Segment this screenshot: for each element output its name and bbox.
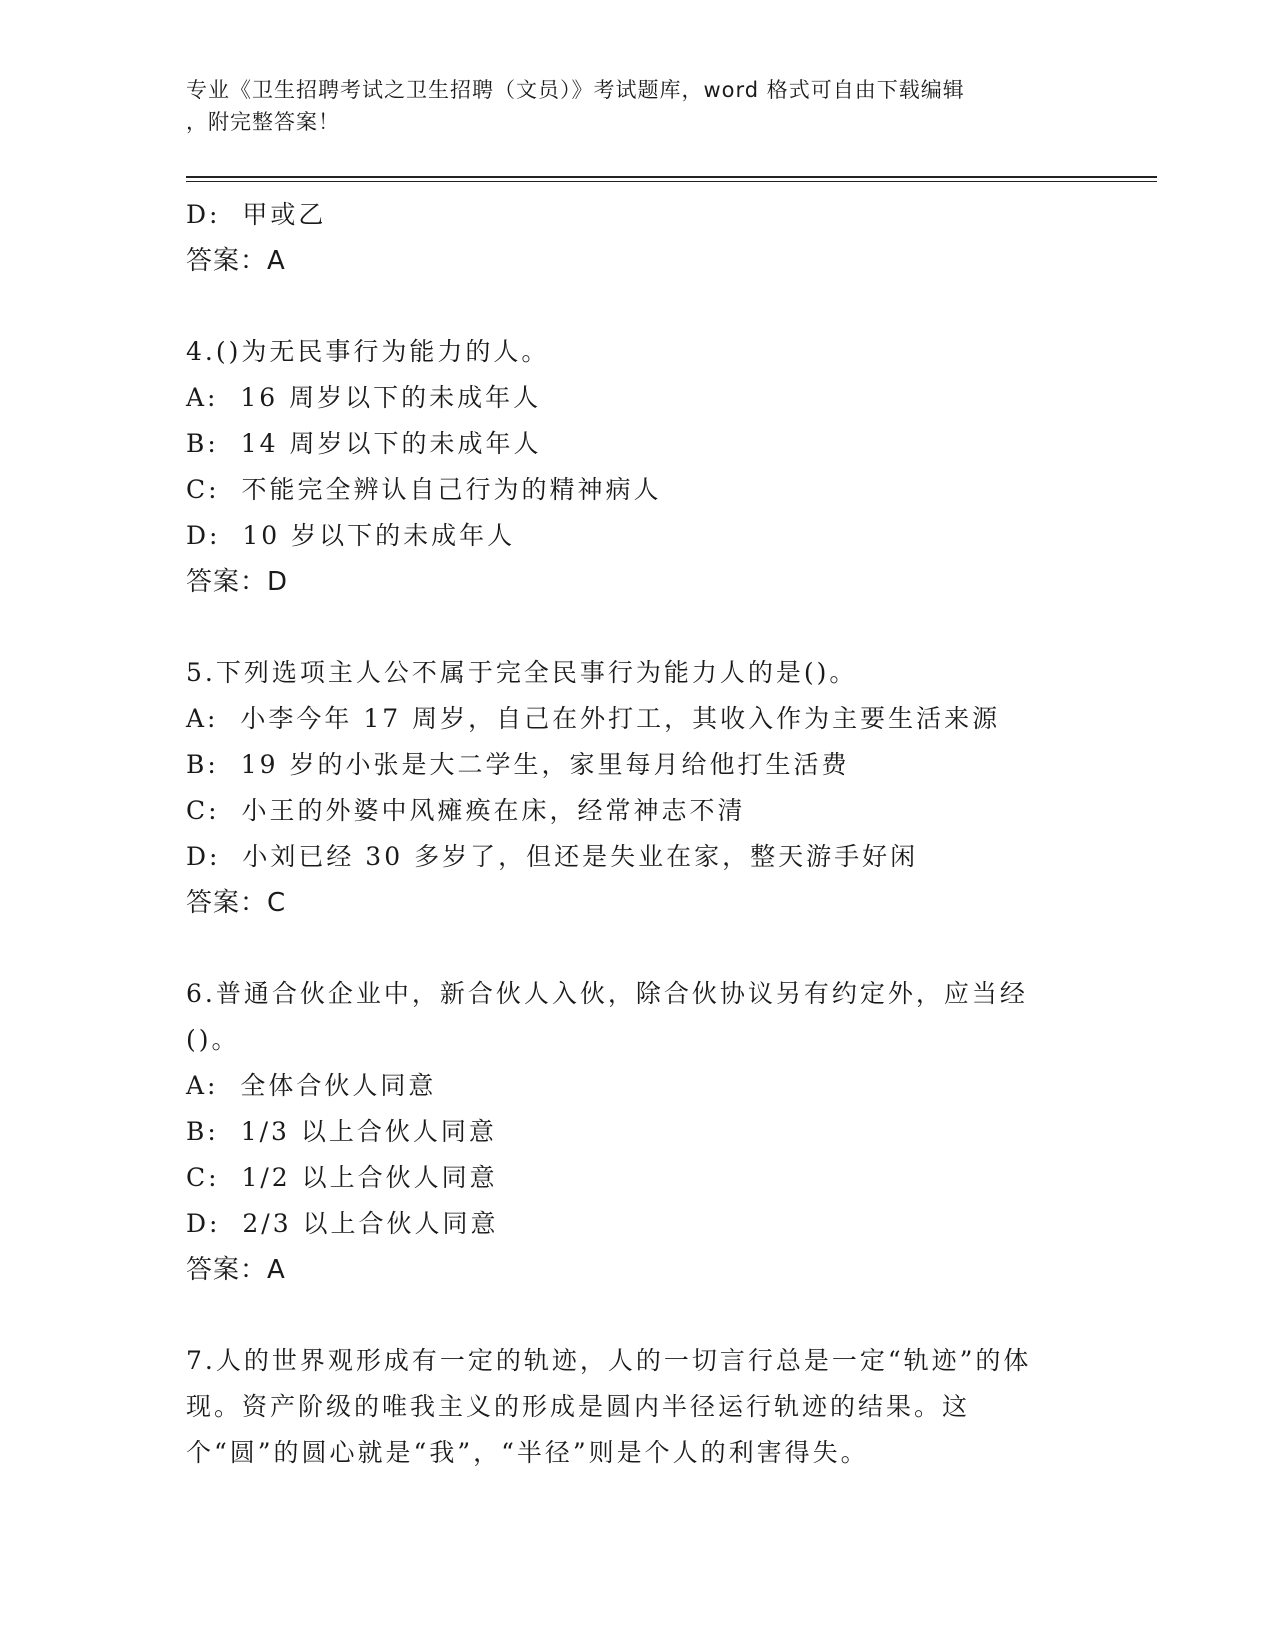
option-a: A: 16 周岁以下的未成年人 [186, 383, 542, 412]
prev-option-d: D: 甲或乙 [186, 200, 327, 229]
answer: 答案：A [186, 1255, 286, 1285]
option-a: A: 全体合伙人同意 [186, 1071, 437, 1100]
question-4 [186, 329, 1066, 605]
header-rule-thin [186, 181, 1157, 182]
option-c: C: 小王的外婆中风瘫痪在床，经常神志不清 [186, 796, 746, 825]
spacer [186, 926, 1066, 971]
option-a: A: 小李今年 17 周岁，自己在外打工，其收入作为主要生活来源 [186, 704, 1001, 733]
question-stem: 4.()为无民事行为能力的人。 [186, 337, 550, 366]
answer: 答案：C [186, 888, 287, 918]
question-stem: 7.人的世界观形成有一定的轨迹，人的一切言行总是一定“轨迹”的体现。资产阶级的唯我主义的形成是圆内半径运行轨迹的结果。这个“圆”的圆心就是“我”，“半径”则是个人的利害得失。 [186, 1346, 1032, 1467]
question-list [186, 192, 1066, 1476]
header-line-1: 专业《卫生招聘考试之卫生招聘（文员）》考试题库，word 格式可自由下载编辑 [186, 78, 965, 102]
prev-answer: 答案：A [186, 246, 286, 276]
question-6 [186, 971, 1066, 1293]
option-d: D: 2/3 以上合伙人同意 [186, 1209, 499, 1238]
question-stem: 6.普通合伙企业中，新合伙人入伙，除合伙协议另有约定外，应当经()。 [186, 979, 1028, 1054]
header-rule-thick [186, 176, 1157, 178]
option-b: B: 14 周岁以下的未成年人 [186, 429, 542, 458]
question-stem: 5.下列选项主人公不属于完全民事行为能力人的是()。 [186, 658, 858, 687]
option-b: B: 1/3 以上合伙人同意 [186, 1117, 497, 1146]
option-c: C: 1/2 以上合伙人同意 [186, 1163, 498, 1192]
option-d: D: 10 岁以下的未成年人 [186, 521, 516, 550]
question-7 [186, 1338, 1066, 1476]
option-b: B: 19 岁的小张是大二学生，家里每月给他打生活费 [186, 750, 850, 779]
header-line-2: ，附完整答案！ [186, 110, 340, 134]
document-header [186, 74, 1066, 138]
option-c: C: 不能完全辨认自己行为的精神病人 [186, 475, 662, 504]
option-d: D: 小刘已经 30 多岁了，但还是失业在家，整天游手好闲 [186, 842, 919, 871]
question-5 [186, 650, 1066, 926]
answer: 答案：D [186, 567, 289, 597]
spacer [186, 605, 1066, 650]
spacer [186, 284, 1066, 329]
spacer [186, 1293, 1066, 1338]
